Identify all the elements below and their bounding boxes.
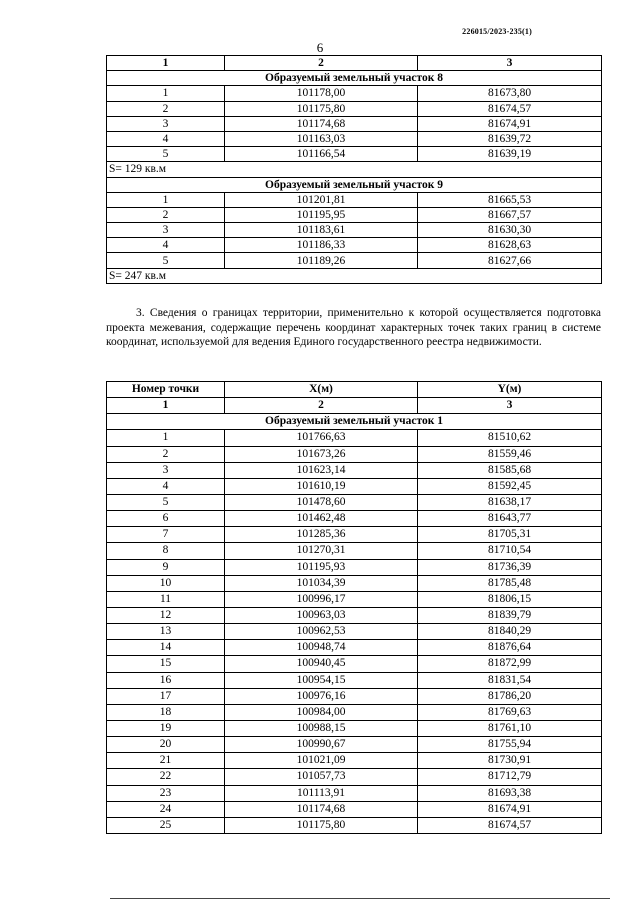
point-number: 1 bbox=[107, 192, 225, 207]
footer-rule bbox=[110, 898, 610, 899]
x-coordinate: 101174,68 bbox=[225, 801, 418, 817]
table-row bbox=[107, 607, 602, 623]
y-coordinate: 81736,39 bbox=[418, 559, 602, 575]
column-header: X(м) bbox=[225, 382, 418, 398]
column-header: Y(м) bbox=[418, 382, 602, 398]
y-coordinate: 81839,79 bbox=[418, 607, 602, 623]
table-row bbox=[107, 446, 602, 462]
point-number: 5 bbox=[107, 253, 225, 268]
point-number: 3 bbox=[107, 223, 225, 238]
section-title: Образуемый земельный участок 1 bbox=[107, 414, 602, 430]
y-coordinate: 81710,54 bbox=[418, 543, 602, 559]
point-number: 9 bbox=[107, 559, 225, 575]
x-coordinate: 100963,03 bbox=[225, 607, 418, 623]
y-coordinate: 81785,48 bbox=[418, 575, 602, 591]
point-number: 20 bbox=[107, 737, 225, 753]
y-coordinate: 81693,38 bbox=[418, 785, 602, 801]
x-coordinate: 100962,53 bbox=[225, 624, 418, 640]
x-coordinate: 101195,93 bbox=[225, 559, 418, 575]
column-number-row bbox=[107, 56, 602, 71]
x-coordinate: 101178,00 bbox=[225, 86, 418, 101]
x-coordinate: 100940,45 bbox=[225, 656, 418, 672]
table-row bbox=[107, 817, 602, 833]
point-number: 10 bbox=[107, 575, 225, 591]
y-coordinate: 81705,31 bbox=[418, 527, 602, 543]
table-row bbox=[107, 688, 602, 704]
y-coordinate: 81592,45 bbox=[418, 478, 602, 494]
y-coordinate: 81559,46 bbox=[418, 446, 602, 462]
x-coordinate: 101623,14 bbox=[225, 462, 418, 478]
table-row bbox=[107, 478, 602, 494]
table-row bbox=[107, 785, 602, 801]
table-row bbox=[107, 640, 602, 656]
y-coordinate: 81674,91 bbox=[418, 116, 602, 131]
table-row bbox=[107, 223, 602, 238]
x-coordinate: 101186,33 bbox=[225, 238, 418, 253]
x-coordinate: 101673,26 bbox=[225, 446, 418, 462]
x-coordinate: 100996,17 bbox=[225, 591, 418, 607]
x-coordinate: 101174,68 bbox=[225, 116, 418, 131]
x-coordinate: 101034,39 bbox=[225, 575, 418, 591]
page-number: 6 bbox=[316, 40, 324, 55]
area-value: S= 247 кв.м bbox=[107, 268, 602, 283]
section-title-row bbox=[107, 414, 602, 430]
table-row bbox=[107, 753, 602, 769]
column-number: 2 bbox=[225, 398, 418, 414]
table-row bbox=[107, 591, 602, 607]
y-coordinate: 81665,53 bbox=[418, 192, 602, 207]
coordinates-table-top bbox=[106, 55, 602, 284]
table-row bbox=[107, 656, 602, 672]
x-coordinate: 100988,15 bbox=[225, 720, 418, 736]
column-number: 1 bbox=[107, 56, 225, 71]
area-row bbox=[107, 268, 602, 283]
point-number: 5 bbox=[107, 494, 225, 510]
section-title-row bbox=[107, 71, 602, 86]
column-number: 3 bbox=[418, 398, 602, 414]
x-coordinate: 101462,48 bbox=[225, 511, 418, 527]
x-coordinate: 100990,67 bbox=[225, 737, 418, 753]
y-coordinate: 81627,66 bbox=[418, 253, 602, 268]
y-coordinate: 81643,77 bbox=[418, 511, 602, 527]
table-row bbox=[107, 494, 602, 510]
table-row bbox=[107, 462, 602, 478]
x-coordinate: 101021,09 bbox=[225, 753, 418, 769]
x-coordinate: 100948,74 bbox=[225, 640, 418, 656]
table-row bbox=[107, 575, 602, 591]
area-row bbox=[107, 162, 602, 177]
point-number: 4 bbox=[107, 478, 225, 494]
y-coordinate: 81769,63 bbox=[418, 704, 602, 720]
table-row bbox=[107, 704, 602, 720]
table-row bbox=[107, 116, 602, 131]
point-number: 6 bbox=[107, 511, 225, 527]
y-coordinate: 81712,79 bbox=[418, 769, 602, 785]
point-number: 8 bbox=[107, 543, 225, 559]
x-coordinate: 101270,31 bbox=[225, 543, 418, 559]
point-number: 3 bbox=[107, 462, 225, 478]
table-row bbox=[107, 86, 602, 101]
point-number: 3 bbox=[107, 116, 225, 131]
point-number: 7 bbox=[107, 527, 225, 543]
y-coordinate: 81806,15 bbox=[418, 591, 602, 607]
y-coordinate: 81755,94 bbox=[418, 737, 602, 753]
y-coordinate: 81673,80 bbox=[418, 86, 602, 101]
table-row bbox=[107, 624, 602, 640]
point-number: 4 bbox=[107, 238, 225, 253]
point-number: 16 bbox=[107, 672, 225, 688]
column-number: 1 bbox=[107, 398, 225, 414]
section-title: Образуемый земельный участок 8 bbox=[107, 71, 602, 86]
x-coordinate: 101163,03 bbox=[225, 131, 418, 146]
point-number: 25 bbox=[107, 817, 225, 833]
column-number: 2 bbox=[225, 56, 418, 71]
point-number: 17 bbox=[107, 688, 225, 704]
table-row bbox=[107, 672, 602, 688]
point-number: 2 bbox=[107, 101, 225, 116]
y-coordinate: 81872,99 bbox=[418, 656, 602, 672]
y-coordinate: 81510,62 bbox=[418, 430, 602, 446]
table-row bbox=[107, 769, 602, 785]
table-row bbox=[107, 559, 602, 575]
table-row bbox=[107, 131, 602, 146]
y-coordinate: 81674,57 bbox=[418, 101, 602, 116]
x-coordinate: 101478,60 bbox=[225, 494, 418, 510]
section-title: Образуемый земельный участок 9 bbox=[107, 177, 602, 192]
table-row bbox=[107, 543, 602, 559]
point-number: 14 bbox=[107, 640, 225, 656]
x-coordinate: 100954,15 bbox=[225, 672, 418, 688]
document-number: 226015/2023-235(1) bbox=[462, 27, 532, 36]
point-number: 18 bbox=[107, 704, 225, 720]
table-row bbox=[107, 527, 602, 543]
point-number: 5 bbox=[107, 147, 225, 162]
point-number: 19 bbox=[107, 720, 225, 736]
y-coordinate: 81667,57 bbox=[418, 207, 602, 222]
y-coordinate: 81730,91 bbox=[418, 753, 602, 769]
area-value: S= 129 кв.м bbox=[107, 162, 602, 177]
point-number: 1 bbox=[107, 86, 225, 101]
y-coordinate: 81831,54 bbox=[418, 672, 602, 688]
column-number-row bbox=[107, 398, 602, 414]
table-row bbox=[107, 147, 602, 162]
section-title-row bbox=[107, 177, 602, 192]
x-coordinate: 101195,95 bbox=[225, 207, 418, 222]
x-coordinate: 101166,54 bbox=[225, 147, 418, 162]
y-coordinate: 81761,10 bbox=[418, 720, 602, 736]
y-coordinate: 81639,19 bbox=[418, 147, 602, 162]
section-3-paragraph bbox=[106, 306, 601, 350]
y-coordinate: 81585,68 bbox=[418, 462, 602, 478]
x-coordinate: 101766,63 bbox=[225, 430, 418, 446]
point-number: 24 bbox=[107, 801, 225, 817]
point-number: 2 bbox=[107, 207, 225, 222]
y-coordinate: 81876,64 bbox=[418, 640, 602, 656]
table-row bbox=[107, 430, 602, 446]
y-coordinate: 81630,30 bbox=[418, 223, 602, 238]
x-coordinate: 101057,73 bbox=[225, 769, 418, 785]
point-number: 1 bbox=[107, 430, 225, 446]
x-coordinate: 101183,61 bbox=[225, 223, 418, 238]
table-row bbox=[107, 720, 602, 736]
column-header: Номер точки bbox=[107, 382, 225, 398]
y-coordinate: 81638,17 bbox=[418, 494, 602, 510]
table-row bbox=[107, 207, 602, 222]
point-number: 22 bbox=[107, 769, 225, 785]
table-row bbox=[107, 511, 602, 527]
y-coordinate: 81674,91 bbox=[418, 801, 602, 817]
table-row bbox=[107, 101, 602, 116]
y-coordinate: 81674,57 bbox=[418, 817, 602, 833]
x-coordinate: 101201,81 bbox=[225, 192, 418, 207]
coordinates-table-bottom bbox=[106, 381, 602, 834]
y-coordinate: 81639,72 bbox=[418, 131, 602, 146]
table-row bbox=[107, 737, 602, 753]
y-coordinate: 81786,20 bbox=[418, 688, 602, 704]
y-coordinate: 81628,63 bbox=[418, 238, 602, 253]
point-number: 12 bbox=[107, 607, 225, 623]
x-coordinate: 100984,00 bbox=[225, 704, 418, 720]
point-number: 21 bbox=[107, 753, 225, 769]
x-coordinate: 101175,80 bbox=[225, 817, 418, 833]
x-coordinate: 101175,80 bbox=[225, 101, 418, 116]
x-coordinate: 101285,36 bbox=[225, 527, 418, 543]
point-number: 13 bbox=[107, 624, 225, 640]
point-number: 2 bbox=[107, 446, 225, 462]
column-number: 3 bbox=[418, 56, 602, 71]
table-row bbox=[107, 253, 602, 268]
x-coordinate: 101113,91 bbox=[225, 785, 418, 801]
x-coordinate: 101189,26 bbox=[225, 253, 418, 268]
table-row bbox=[107, 238, 602, 253]
table-row bbox=[107, 192, 602, 207]
point-number: 23 bbox=[107, 785, 225, 801]
x-coordinate: 101610,19 bbox=[225, 478, 418, 494]
header-row bbox=[107, 382, 602, 398]
y-coordinate: 81840,29 bbox=[418, 624, 602, 640]
point-number: 4 bbox=[107, 131, 225, 146]
x-coordinate: 100976,16 bbox=[225, 688, 418, 704]
paragraph-text: 3. Сведения о границах территории, применительно к которой осуществляется подготовка проекта межевания, содержащие перечень координат характерных точек таких границ в системе координат, используемой для ведения Единого государственного реестра недвижимости. bbox=[106, 307, 601, 348]
point-number: 15 bbox=[107, 656, 225, 672]
table-row bbox=[107, 801, 602, 817]
point-number: 11 bbox=[107, 591, 225, 607]
